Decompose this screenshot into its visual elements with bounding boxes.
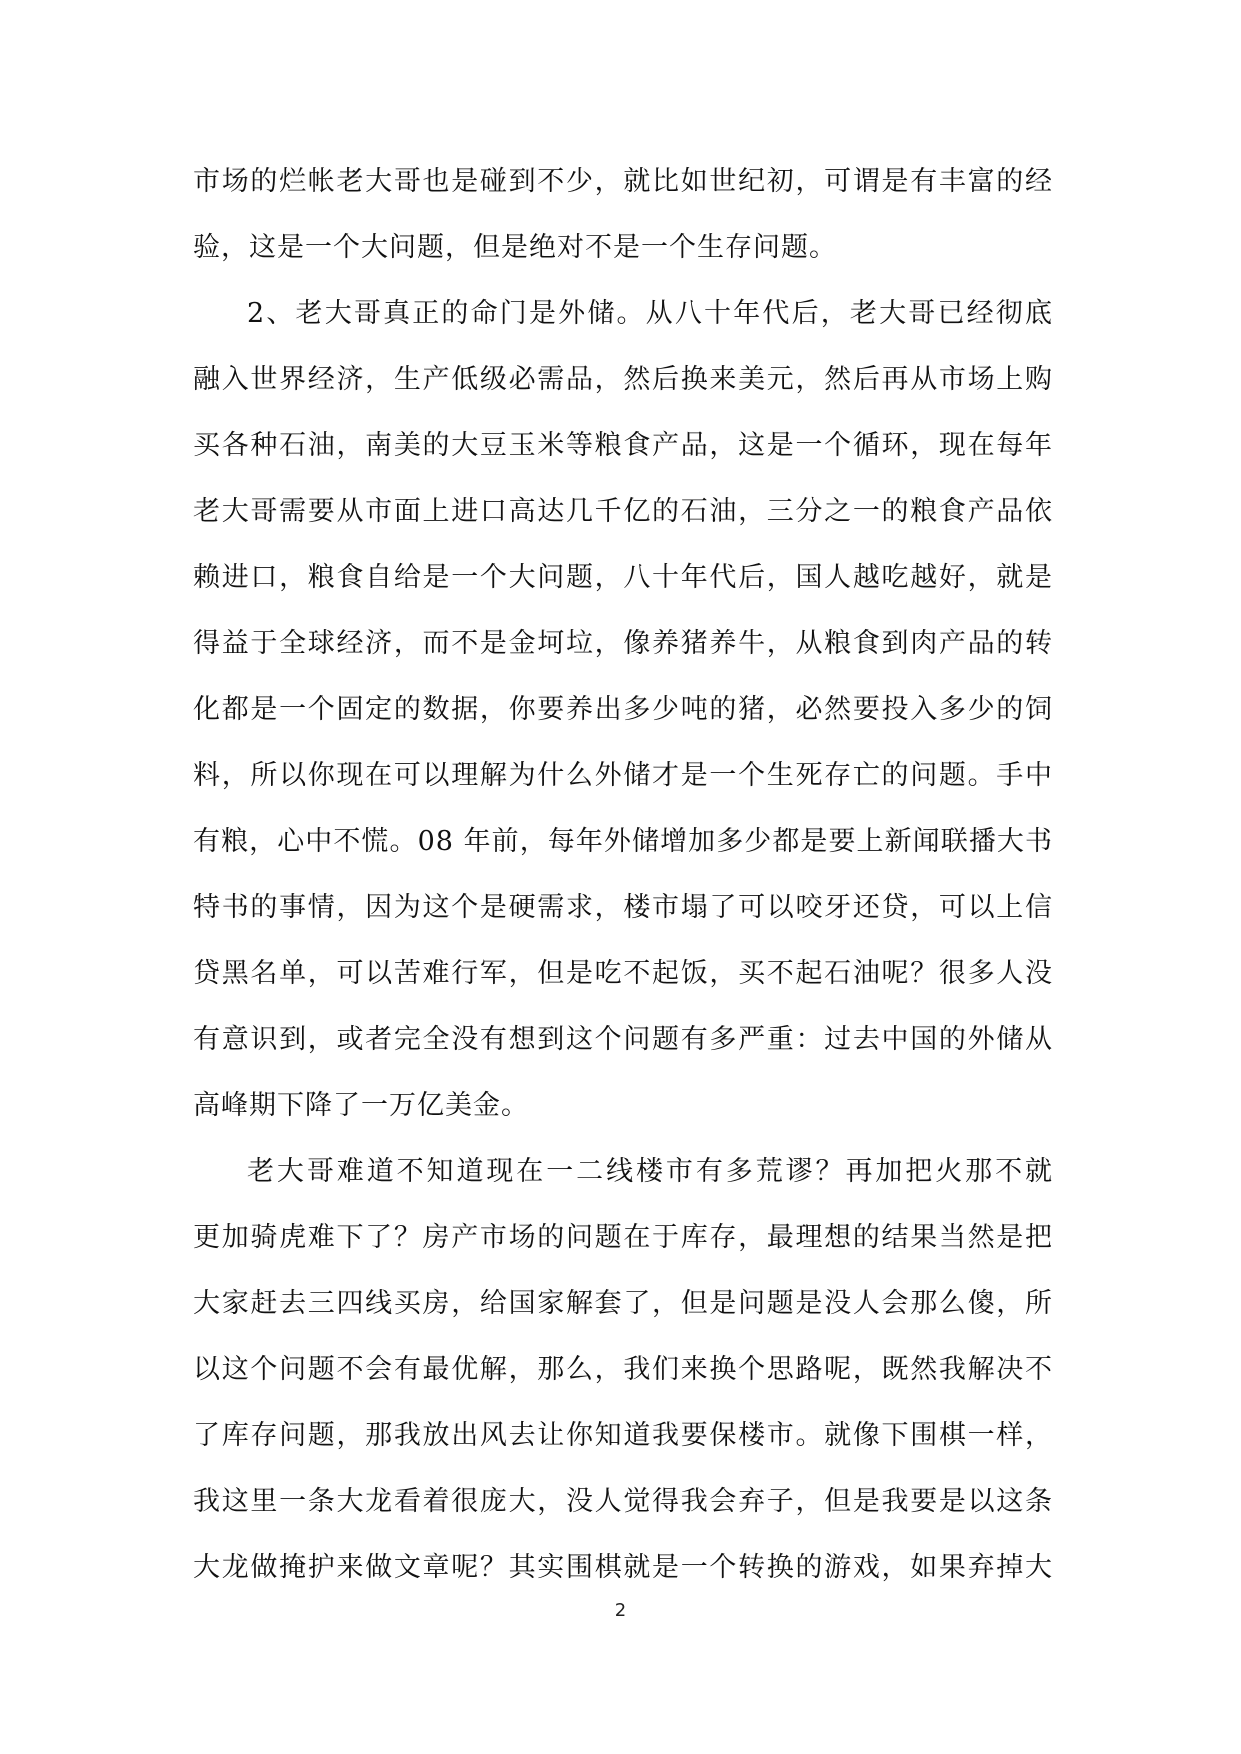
text-line: 贷黑名单，可以苦难行军，但是吃不起饭，买不起石油呢？很多人没 (193, 958, 1053, 989)
text-line: 特书的事情，因为这个是硬需求，楼市塌了可以咬牙还贷，可以上信 (193, 892, 1053, 923)
text-line: 市场的烂帐老大哥也是碰到不少，就比如世纪初，可谓是有丰富的经 (193, 166, 1053, 197)
text-line: 料，所以你现在可以理解为什么外储才是一个生死存亡的问题。手中 (193, 760, 1053, 791)
text-line: 老大哥难道不知道现在一二线楼市有多荒谬？再加把火那不就 (247, 1156, 1053, 1187)
text-line: 有意识到，或者完全没有想到这个问题有多严重：过去中国的外储从 (193, 1024, 1053, 1055)
text-line: 大龙做掩护来做文章呢？其实围棋就是一个转换的游戏，如果弃掉大 (193, 1552, 1053, 1583)
page-number: 2 (614, 1600, 627, 1621)
text-line: 我这里一条大龙看着很庞大，没人觉得我会弃子，但是我要是以这条 (193, 1486, 1053, 1517)
text-line: 老大哥需要从市面上进口高达几千亿的石油，三分之一的粮食产品依 (193, 496, 1053, 527)
text-line: 得益于全球经济，而不是金坷垃，像养猪养牛，从粮食到肉产品的转 (193, 628, 1053, 659)
text-line: 化都是一个固定的数据，你要养出多少吨的猪，必然要投入多少的饲 (193, 694, 1053, 725)
text-line: 赖进口，粮食自给是一个大问题，八十年代后，国人越吃越好，就是 (193, 562, 1053, 593)
text-line: 买各种石油，南美的大豆玉米等粮食产品，这是一个循环，现在每年 (193, 430, 1053, 461)
text-line: 融入世界经济，生产低级必需品，然后换来美元，然后再从市场上购 (193, 364, 1053, 395)
text-line: 了库存问题，那我放出风去让你知道我要保楼市。就像下围棋一样， (193, 1420, 1053, 1451)
text-line: 更加骑虎难下了？房产市场的问题在于库存，最理想的结果当然是把 (193, 1222, 1053, 1253)
text-line: 以这个问题不会有最优解，那么，我们来换个思路呢，既然我解决不 (193, 1354, 1053, 1385)
text-line: 验，这是一个大问题，但是绝对不是一个生存问题。 (193, 232, 837, 263)
text-line: 2、老大哥真正的命门是外储。从八十年代后，老大哥已经彻底 (247, 298, 1053, 329)
text-line: 有粮，心中不慌。08 年前，每年外储增加多少都是要上新闻联播大书 (193, 826, 1053, 857)
text-line: 大家赶去三四线买房，给国家解套了，但是问题是没人会那么傻，所 (193, 1288, 1053, 1319)
text-line: 高峰期下降了一万亿美金。 (193, 1090, 529, 1121)
